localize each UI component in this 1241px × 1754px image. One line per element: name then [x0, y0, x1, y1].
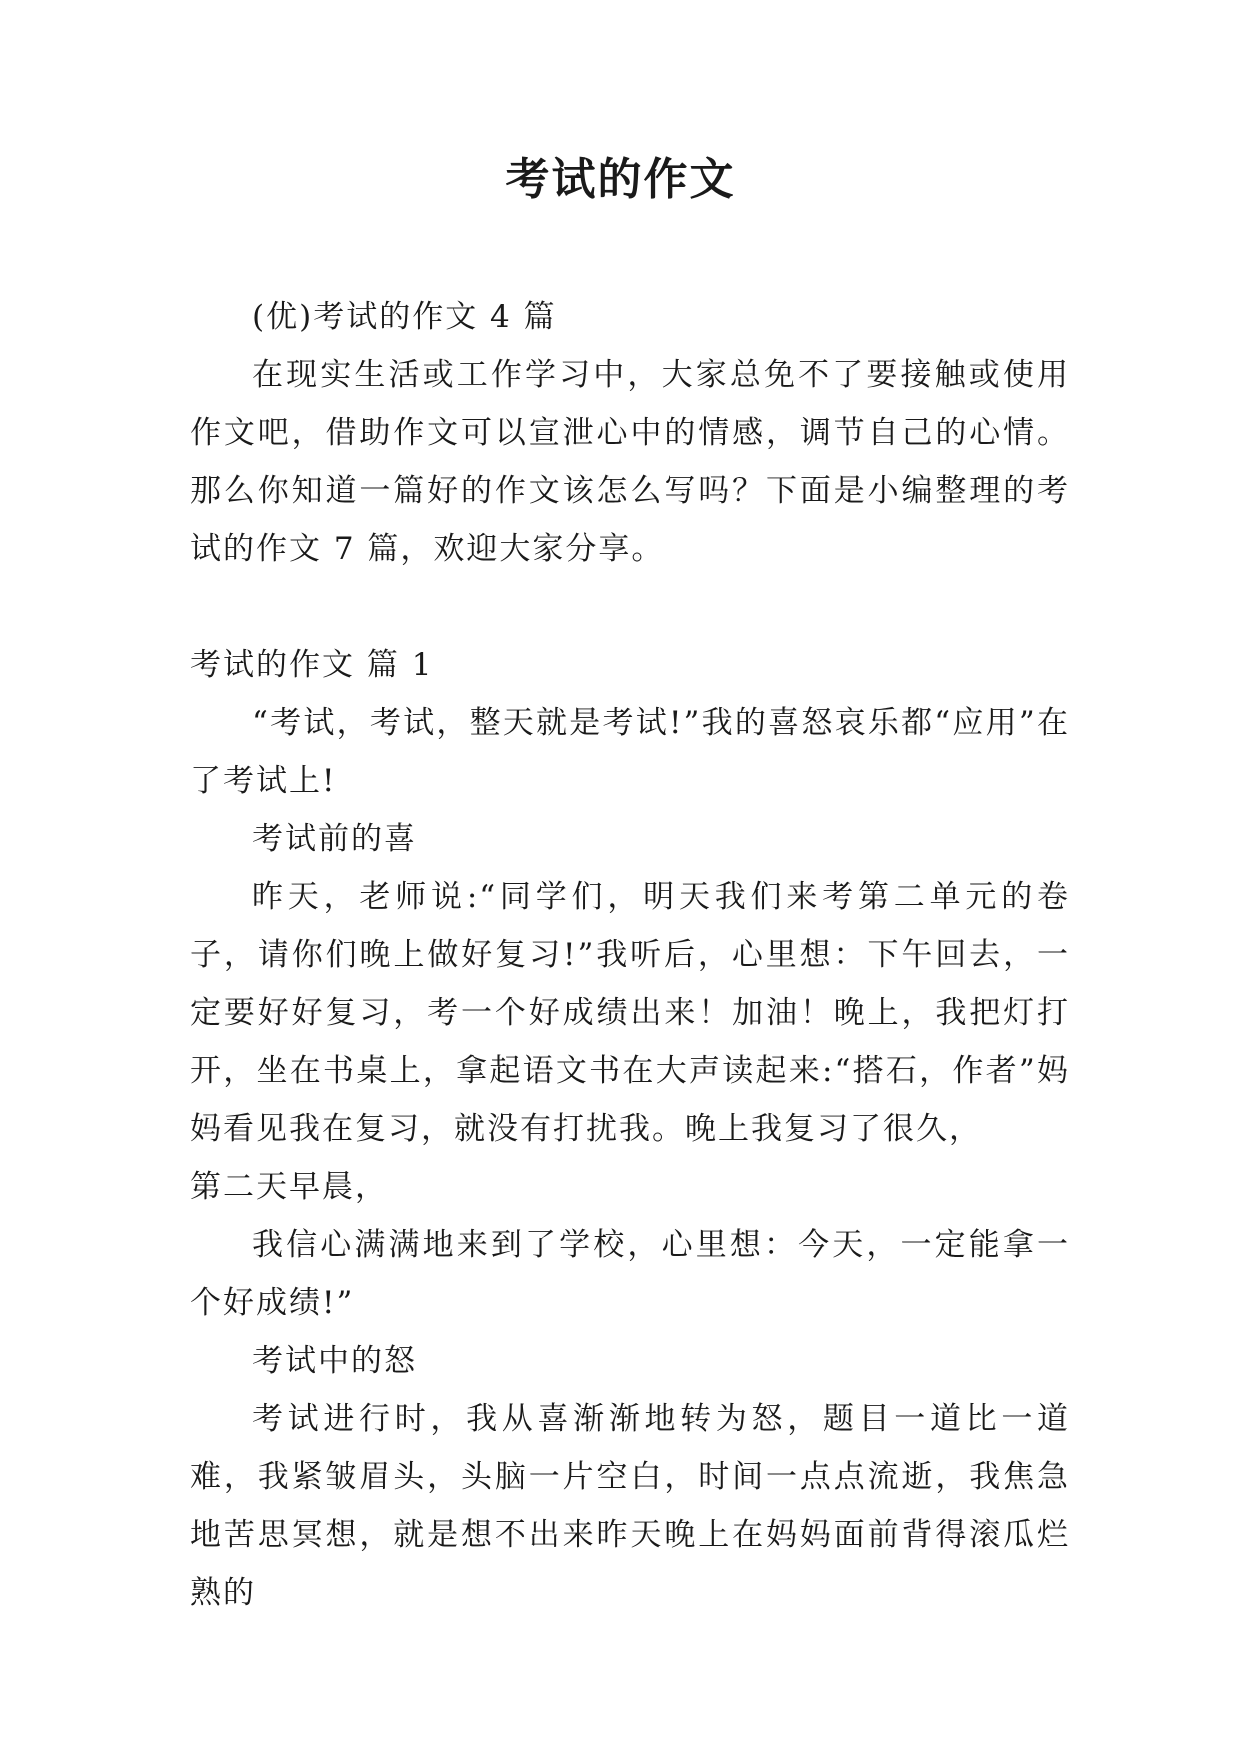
intro-paragraph: 在现实生活或工作学习中，大家总免不了要接触或使用作文吧，借助作文可以宣泄心中的情感，调节自己的心情。那么你知道一篇好的作文该怎么写吗？下面是小编整理的考试的作文 7 篇，欢迎大家分享。 — [190, 357, 1070, 567]
paragraph-next-morning: 第二天早晨， — [190, 1169, 388, 1205]
subtitle-line: (优)考试的作文 4 篇 — [252, 299, 557, 335]
document-body — [190, 288, 1070, 1622]
section-heading: 考试的作文 篇 1 — [190, 647, 434, 683]
subheading-before-exam: 考试前的喜 — [252, 821, 417, 857]
paragraph-night-review: 昨天，老师说:“同学们，明天我们来考第二单元的卷子，请你们晚上做好复习!”我听后，心里想：下午回去，一定要好好复习，考一个好成绩出来！加油！晚上，我把灯打开，坐在书桌上，拿起语文书在大声读起来:“搭石，作者”妈妈看见我在复习，就没有打扰我。晚上我复习了很久， — [190, 879, 1070, 1147]
document-title: 考试的作文 — [505, 154, 736, 205]
paragraph-during-exam: 考试进行时，我从喜渐渐地转为怒，题目一道比一道难，我紧皱眉头，头脑一片空白，时间一点点流逝，我焦急地苦思冥想，就是想不出来昨天晚上在妈妈面前背得滚瓜烂熟的 — [190, 1401, 1070, 1611]
paragraph-opening: “考试，考试，整天就是考试!”我的喜怒哀乐都“应用”在了考试上! — [190, 705, 1070, 799]
subheading-during-exam: 考试中的怒 — [252, 1343, 417, 1379]
paragraph-confidence: 我信心满满地来到了学校，心里想：今天，一定能拿一个好成绩!” — [190, 1227, 1070, 1321]
